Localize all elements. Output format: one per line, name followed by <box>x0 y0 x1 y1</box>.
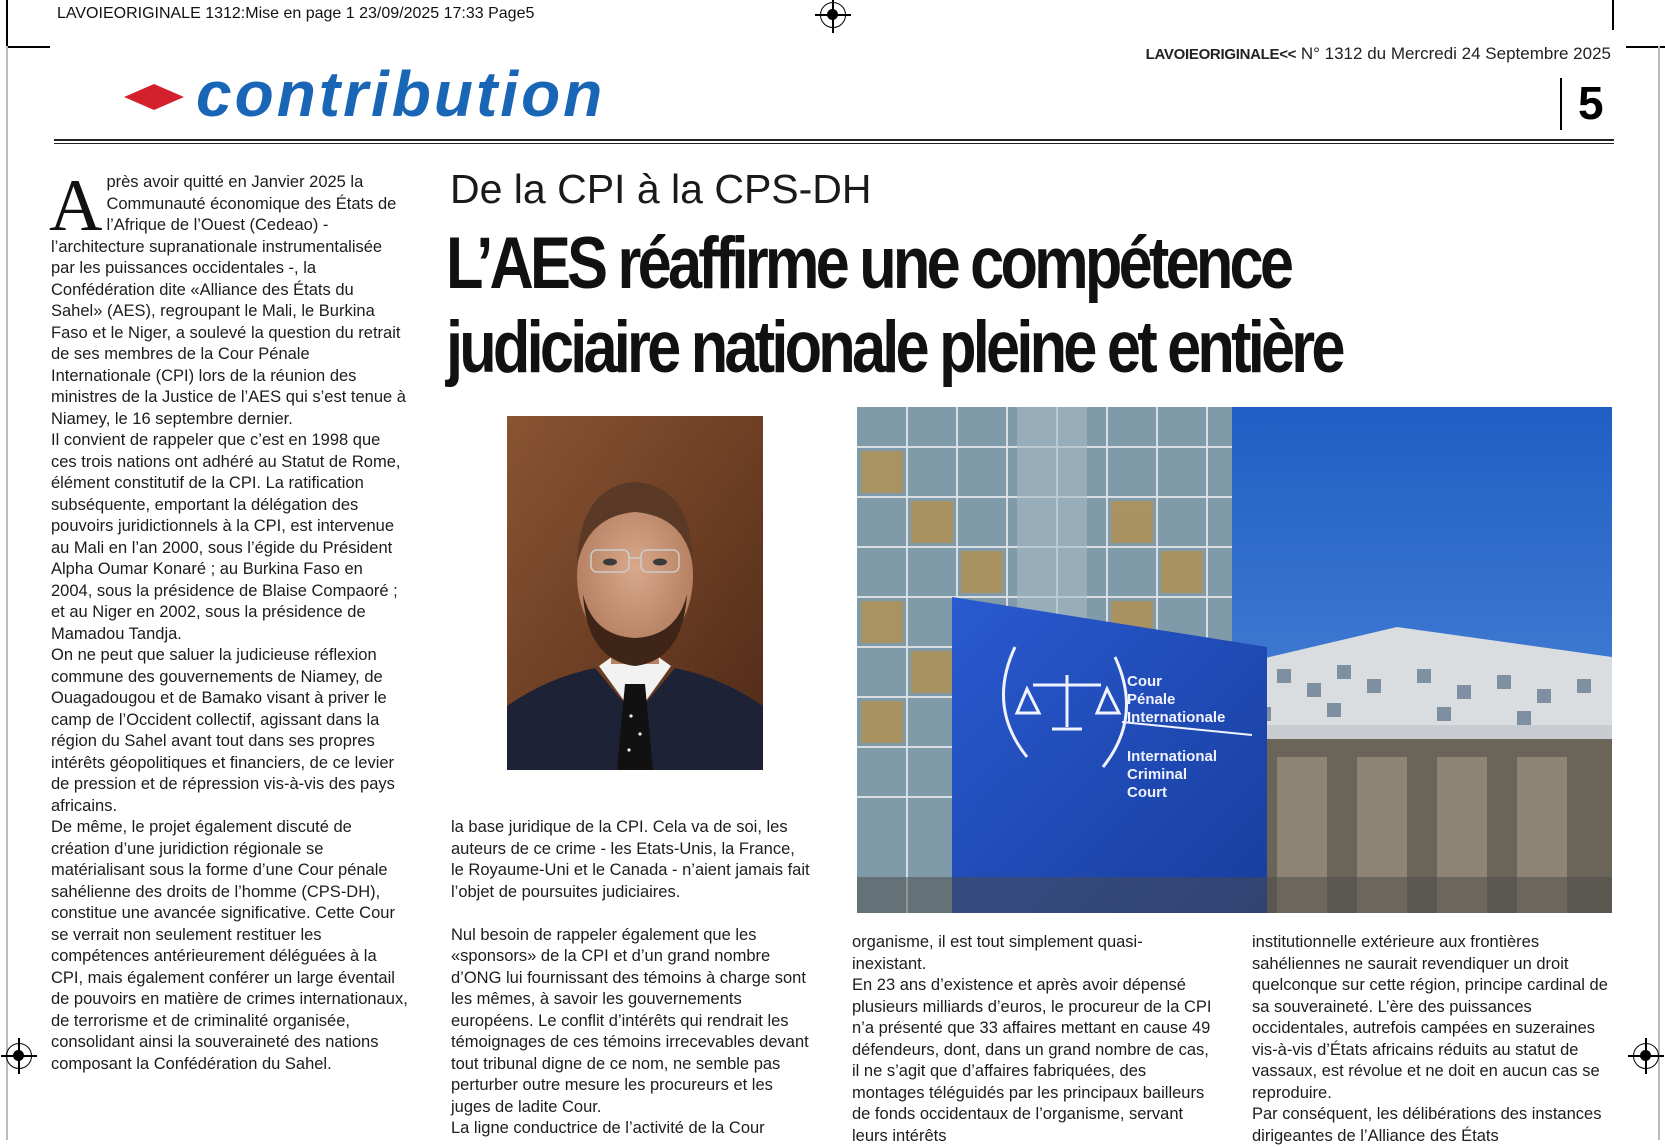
crop-mark <box>6 46 50 48</box>
paragraph: En 23 ans d’existence et après avoir dépensé plusieurs milliards d’euros, le procureur de la CPI n’a présenté que 33 affaires mettant en cause 49 défendeurs, dont, dans un grand nombre de cas, il ne s’agit que d’affaires fabriquées, des montages téléguidés par les principaux bailleurs de fonds occidentaux de l’organisme, servant leurs intérêts <box>852 976 1212 1145</box>
paragraph: La ligne conductrice de l’activité de la Cour <box>451 1119 765 1137</box>
paragraph: On ne peut que saluer la judicieuse réflexion commune des gouvernements de Niamey, de Ouagadougou et de Bamako visant à priver le camp de l’Occident collectif, agissant dans la région du Sahel avant tout dans ses propres intérêts géopolitiques et financiers, de ce levier de pression et de répression vis-à-vis des pays africains. <box>51 646 395 815</box>
author-portrait-photo <box>507 416 763 770</box>
page-number-box <box>1560 78 1622 130</box>
folio-line <box>1146 44 1611 64</box>
article-column-1 <box>49 165 408 1075</box>
sign-text-fr3: Internationale <box>1127 709 1226 726</box>
sign-text-fr2: Pénale <box>1127 691 1176 708</box>
sign-text-en3: Court <box>1127 784 1167 801</box>
section-title: contribution <box>196 58 606 130</box>
paper-name: LAVOIEORIGINALE<< <box>1145 46 1297 63</box>
page-edge <box>6 46 8 1140</box>
article-kicker: De la CPI à la CPS-DH <box>450 166 872 212</box>
article-column-3 <box>852 932 1212 1147</box>
registration-mark-icon <box>6 1043 32 1069</box>
paragraph: organisme, il est tout simplement quasi-inexistant. <box>852 933 1143 973</box>
crop-mark <box>1612 0 1614 30</box>
sign-text-en2: Criminal <box>1127 766 1188 783</box>
sign-text-en1: International <box>1127 748 1218 765</box>
page-edge <box>1658 46 1660 1140</box>
paragraph: institutionnelle extérieure aux frontières sahéliennes ne saurait revendiquer un droit quelconque sur cette région, principe cardinal de sa souveraineté. L’ère des puissances occidentales, autrefois campées en suzeraines vis-à-vis d’États africains réduits au statut de vassaux, est révolue et ne doit en aucun cas se reproduire. <box>1252 933 1608 1102</box>
section-diamond-icon <box>124 84 184 110</box>
paragraph: Il convient de rappeler que c’est en 1998 que ces trois nations ont adhéré au Statut de Rome, élément constitutif de la CPI. La ratification subséquente, emportant la délégation des pouvoirs juridictionnels à la CPI, est intervenue au Mali en l’an 2000, sous l’égide du Président Alpha Oumar Konaré ; au Burkina Faso en 2004, sous la présidence de Blaise Compaoré ; et au Niger en 2002, sous la présidence de Mamadou Tandja. <box>51 431 401 643</box>
paragraph: la base juridique de la CPI. Cela va de soi, les auteurs de ce crime - les Etats-Unis, la France, le Royaume-Uni et le Canada - n’aient jamais fait l’objet de poursuites judiciaires. <box>451 818 810 901</box>
article-column-4 <box>1252 932 1614 1147</box>
sign-text-fr1: Cour <box>1127 673 1162 690</box>
issue-date: N° 1312 du Mercredi 24 Septembre 2025 <box>1296 44 1611 63</box>
registration-mark-icon <box>820 2 846 28</box>
paragraph: près avoir quitté en Janvier 2025 la Communauté économique des États de l’Afrique de l’Ouest (Cedeao) - l’architecture supranationale instrumentalisée par les puissances occidentales -, la Confédération dite «Alliance des États du Sahel» (AES), regroupant le Mali, le Burkina Faso et le Niger, a soulevé la question du retrait de ses membres de la Cour Pénale Internationale (CPI) lors de la réunion des ministres de la Justice de l’AES qui s’est tenue à Niamey, le 16 septembre dernier. <box>51 173 406 428</box>
header-rule-thin <box>54 143 1614 144</box>
printer-slug: LAVOIEORIGINALE 1312:Mise en page 1 23/09/2025 17:33 Page5 <box>57 5 535 22</box>
paragraph: Par conséquent, les délibérations des instances dirigeantes de l’Alliance des États <box>1252 1105 1602 1145</box>
crop-mark <box>6 0 8 46</box>
article-headline <box>446 222 1342 390</box>
registration-mark-icon <box>1633 1043 1659 1069</box>
paragraph: Nul besoin de rappeler également que les «sponsors» de la CPI et d’un grand nombre d’ONG lui fournissant des témoins à charge sont les mêmes, à savoir les gouvernements européens. Le conflit d’intérêts qui rendrait les témoignages de ces témoins irrecevables devant tout tribunal digne de ce nom, ne semble pas perturber outre mesure les procureurs et les juges de ladite Cour. <box>451 925 809 1116</box>
icc-building-photo <box>857 407 1612 913</box>
headline-line-1: L’AES réaffirme une compétence <box>446 223 1291 304</box>
page-number: 5 <box>1578 77 1604 129</box>
article-column-2 <box>451 817 811 1140</box>
headline-line-2: judiciaire nationale pleine et entière <box>446 307 1342 388</box>
drop-cap: A <box>49 165 103 247</box>
paragraph: De même, le projet également discuté de création d’une juridiction régionale se matérialisant sous la forme d’une Cour pénale sahélienne des droits de l’homme (CPS-DH), constitue une avancée significative. Cette Cour se verrait non seulement restituer les compétences antérieurement déléguées à la CPI, mais également conférer un large éventail de pouvoirs en matière de crimes internationaux, de terrorisme et de criminalité organisée, consolidant ainsi la souveraineté des nations composant la Confédération du Sahel. <box>51 818 408 1073</box>
header-rule <box>54 139 1614 141</box>
